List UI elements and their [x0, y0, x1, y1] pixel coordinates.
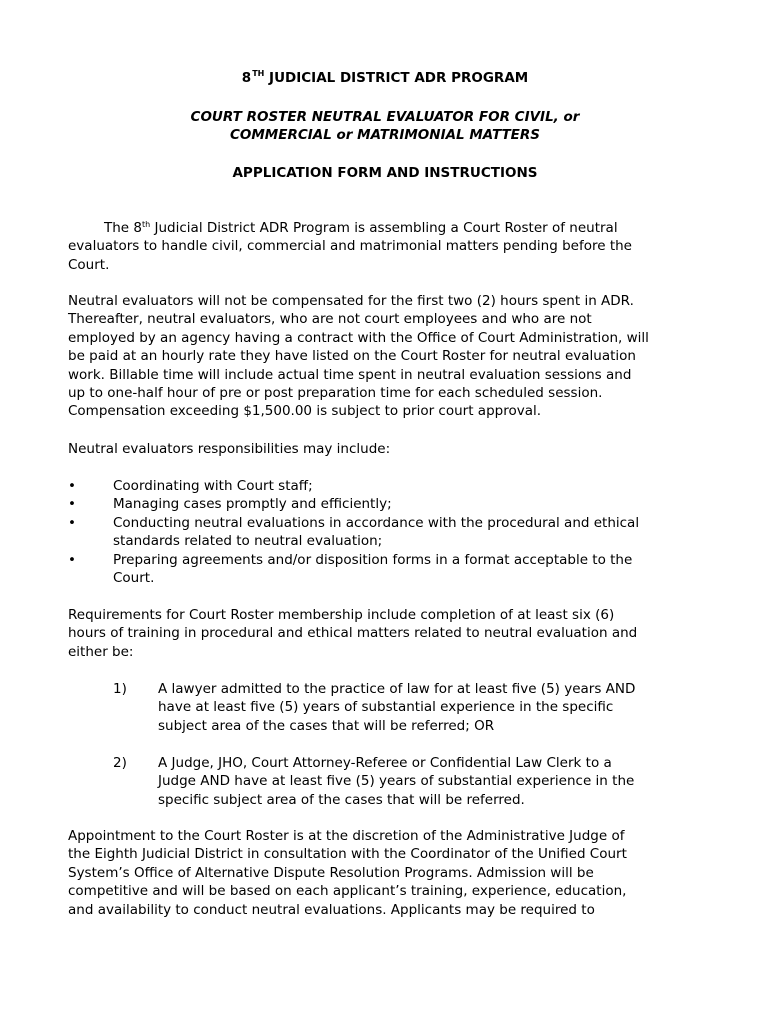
responsibility-text: Preparing agreements and/or disposition forms in a format acceptable to the [113, 552, 633, 568]
appointment-line: competitive and will be based on each applicant’s training, experience, education, [68, 883, 627, 900]
compensation-line: employed by an agency having a contract with the Office of Court Administration, will [68, 329, 649, 346]
bullet-dot: • [68, 478, 76, 494]
requirement-item [158, 680, 635, 735]
bullet-dot: • [68, 496, 76, 512]
requirement-text: Judge AND have at least five (5) years of substantial experience in the [158, 773, 635, 790]
intro-line-1 [68, 219, 632, 237]
requirement-text: A lawyer admitted to the practice of law for at least five (5) years AND [158, 681, 636, 697]
title-prefix: 8 [241, 70, 252, 86]
subtitle-line-1: COURT ROSTER NEUTRAL EVALUATOR FOR CIVIL, or [190, 109, 580, 125]
compensation-line: be paid at an hourly rate they have listed on the Court Roster for neutral evaluation [68, 348, 636, 365]
document-title [0, 69, 770, 87]
requirements-paragraph [68, 606, 637, 661]
requirement-number: 1) [113, 681, 127, 697]
requirements-line: hours of training in procedural and ethical matters related to neutral evaluation and [68, 625, 638, 642]
compensation-line: Thereafter, neutral evaluators, who are not court employees and who are not [68, 311, 592, 328]
requirement-item [158, 754, 634, 809]
bullet-dot: • [68, 552, 76, 568]
compensation-paragraph [68, 292, 649, 421]
intro-line-1-rest: Judicial District ADR Program is assembling a Court Roster of neutral [150, 220, 618, 236]
compensation-line: Compensation exceeding $1,500.00 is subject to prior court approval. [68, 403, 542, 420]
responsibilities-heading: Neutral evaluators responsibilities may include: [68, 441, 391, 457]
appointment-line: and availability to conduct neutral evaluations. Applicants may be required to [68, 901, 595, 918]
title-superscript: TH [252, 69, 265, 78]
requirement-text: A Judge, JHO, Court Attorney-Referee or Confidential Law Clerk to a [158, 755, 612, 771]
responsibility-item [113, 514, 639, 551]
appointment-paragraph [68, 827, 627, 919]
compensation-line: up to one-half hour of pre or post preparation time for each scheduled session. [68, 385, 603, 402]
subtitle-line-2: COMMERCIAL or MATRIMONIAL MATTERS [229, 127, 541, 143]
appointment-line: System’s Office of Alternative Dispute Resolution Programs. Admission will be [68, 864, 594, 881]
intro-line-2: evaluators to handle civil, commercial and matrimonial matters pending before the [68, 238, 632, 255]
responsibility-text: standards related to neutral evaluation; [113, 533, 383, 550]
intro-lead: The 8 [104, 220, 142, 236]
appointment-line: Appointment to the Court Roster is at the discretion of the Administrative Judge of [68, 828, 625, 844]
responsibility-text: Coordinating with Court staff; [113, 478, 313, 494]
title-rest: JUDICIAL DISTRICT ADR PROGRAM [264, 70, 529, 86]
section-title: APPLICATION FORM AND INSTRUCTIONS [232, 165, 538, 181]
requirement-text: specific subject area of the cases that will be referred. [158, 791, 525, 808]
responsibility-item [113, 495, 392, 513]
intro-superscript: th [142, 220, 151, 229]
responsibility-text: Conducting neutral evaluations in accordance with the procedural and ethical [113, 515, 640, 531]
intro-line-3: Court. [68, 256, 110, 273]
intro-paragraph [68, 219, 632, 274]
appointment-line: the Eighth Judicial District in consultation with the Coordinator of the Unified Court [68, 846, 627, 863]
requirement-text: subject area of the cases that will be referred; OR [158, 717, 495, 734]
bullet-dot: • [68, 515, 76, 531]
responsibility-item [113, 477, 313, 495]
responsibility-text: Court. [113, 570, 155, 587]
requirements-line: Requirements for Court Roster membership include completion of at least six (6) [68, 607, 615, 623]
requirement-number: 2) [113, 755, 127, 771]
compensation-line: work. Billable time will include actual time spent in neutral evaluation sessions and [68, 366, 632, 383]
responsibility-item [113, 551, 632, 588]
compensation-line: Neutral evaluators will not be compensated for the first two (2) hours spent in ADR. [68, 293, 634, 309]
responsibility-text: Managing cases promptly and efficiently; [113, 496, 392, 512]
requirements-line: either be: [68, 643, 134, 660]
requirement-text: have at least five (5) years of substantial experience in the specific [158, 699, 614, 716]
